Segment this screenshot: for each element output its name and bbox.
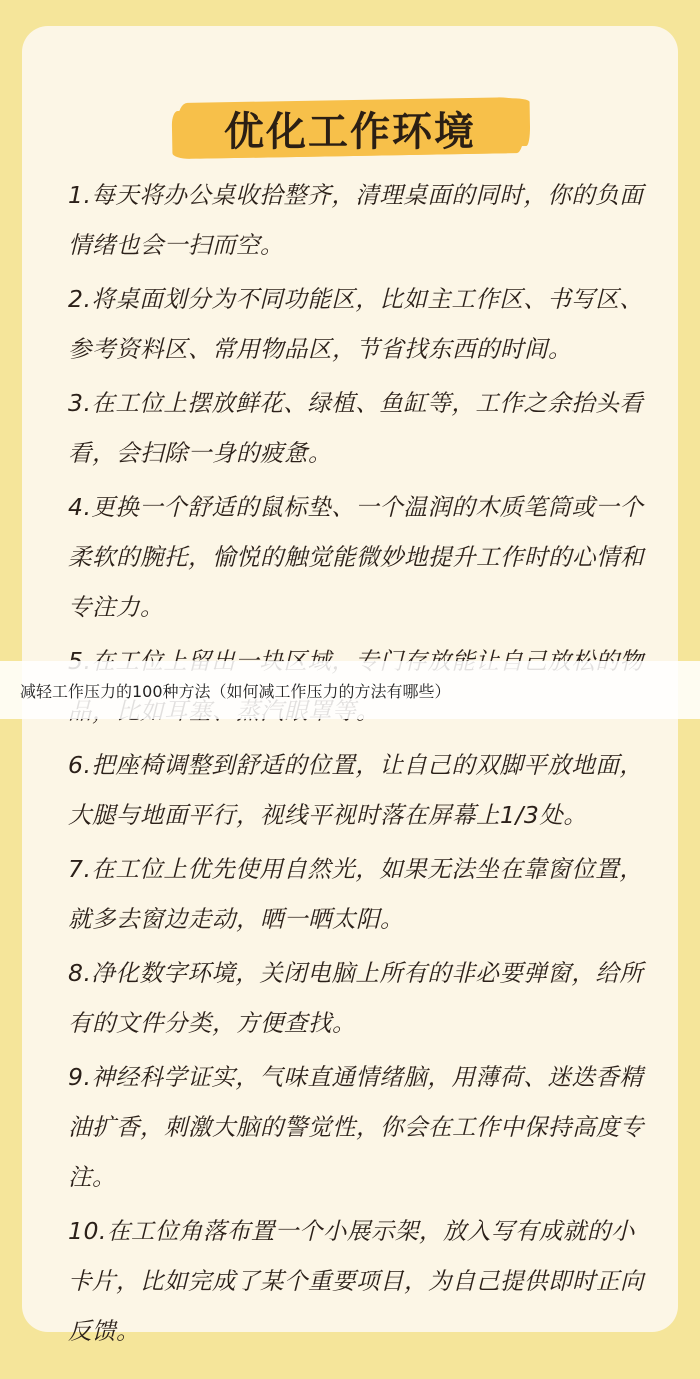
tip-item: 10.在工位角落布置一个小展示架，放入写有成就的小卡片，比如完成了某个重要项目，为自己提供即时正向反馈。 (68, 1217, 644, 1345)
title-banner (22, 74, 678, 182)
tip-item: 9.神经科学证实，气味直通情绪脑，用薄荷、迷迭香精油扩香，刺激大脑的警觉性，你会在工作中保持高度专注。 (68, 1063, 644, 1191)
caption-overlay[interactable] (0, 661, 700, 719)
tips-list (68, 170, 654, 1360)
tip-item: 1.每天将办公桌收拾整齐，清理桌面的同时，你的负面情绪也会一扫而空。 (68, 181, 644, 259)
caption-text[interactable]: 减轻工作压力的100种方法（如何减工作压力的方法有哪些） (20, 681, 451, 701)
tip-item: 7.在工位上优先使用自然光，如果无法坐在靠窗位置，就多去窗边走动，晒一晒太阳。 (68, 855, 644, 933)
tip-item: 3.在工位上摆放鲜花、绿植、鱼缸等，工作之余抬头看看，会扫除一身的疲惫。 (68, 389, 644, 467)
tip-item: 2.将桌面划分为不同功能区，比如主工作区、书写区、参考资料区、常用物品区，节省找东西的时间。 (68, 285, 644, 363)
tip-item: 8.净化数字环境，关闭电脑上所有的非必要弹窗，给所有的文件分类，方便查找。 (68, 959, 644, 1037)
card-title: 优化工作环境 (224, 108, 476, 155)
tip-item: 6.把座椅调整到舒适的位置，让自己的双脚平放地面，大腿与地面平行，视线平视时落在屏幕上1/3处。 (68, 751, 644, 829)
tip-item: 4.更换一个舒适的鼠标垫、一个温润的木质笔筒或一个柔软的腕托，愉悦的触觉能微妙地提升工作时的心情和专注力。 (68, 493, 644, 621)
